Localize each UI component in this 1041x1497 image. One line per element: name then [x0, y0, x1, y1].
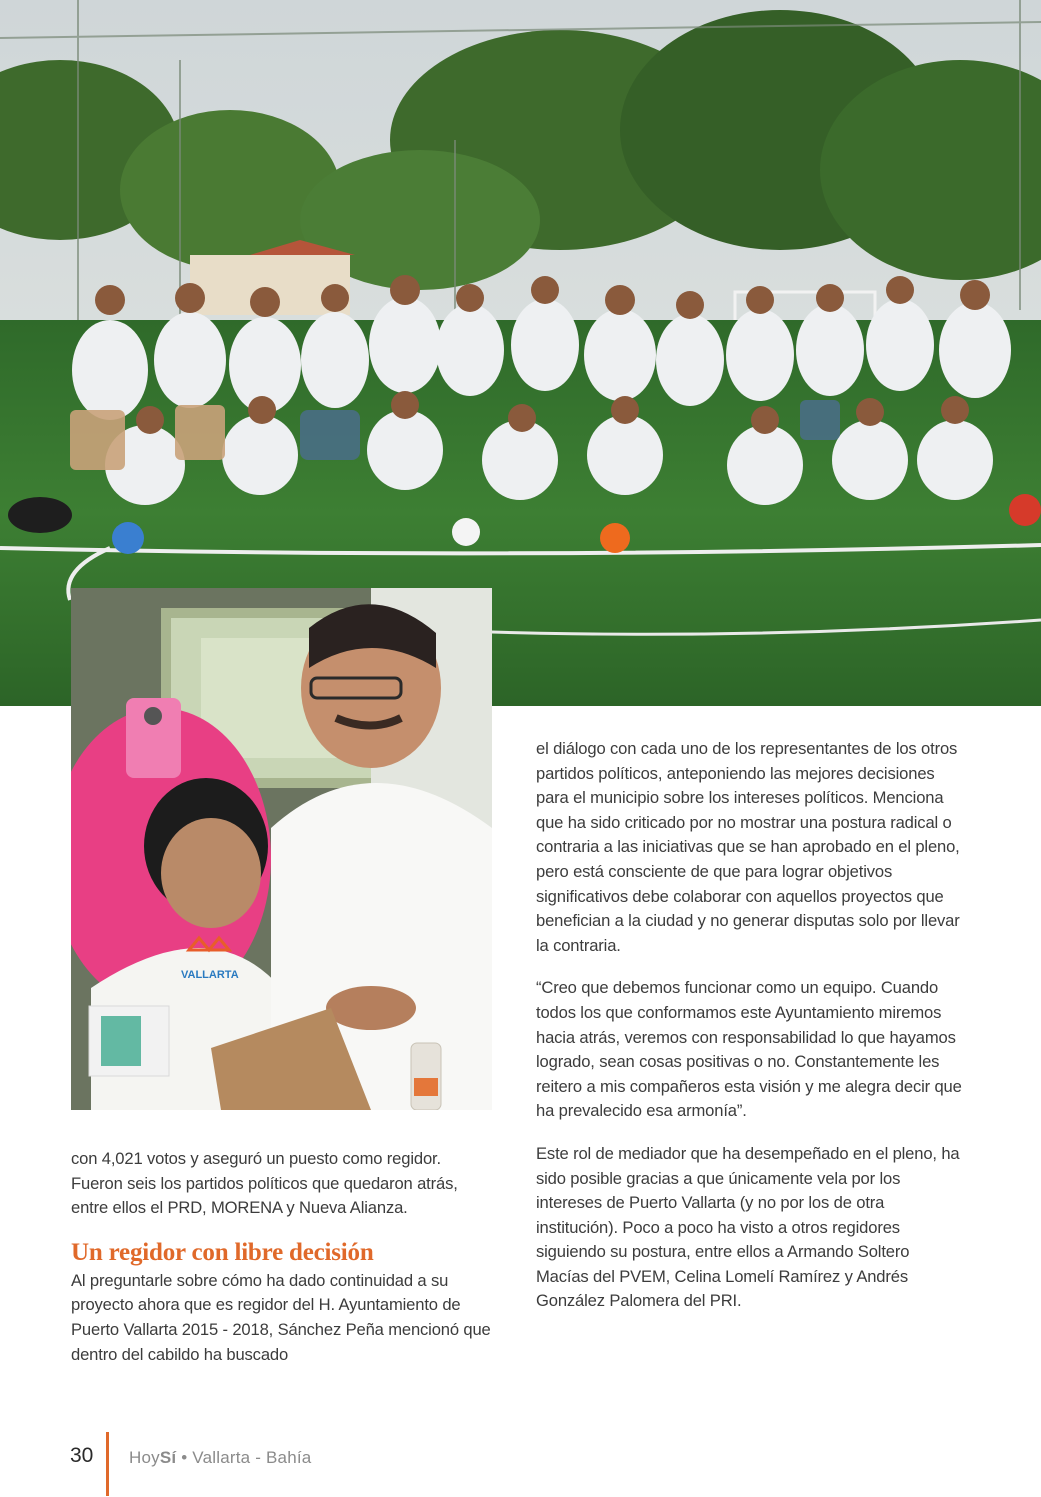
inset-photo-drawing	[71, 588, 492, 1110]
right-paragraph-1: el diálogo con cada uno de los representantes de los otros partidos políticos, anteponiendo las mejores decisiones para el municipio sobre los intereses políticos. Menciona que ha sido criticado por no mostrar una postura radical o contraria a las iniciativas que se han aprobado en el pleno, pero está consciente de que para lograr objetivos significativos debe colaborar con aquellos proyectos que benefician a la ciudad y no generar disputas solo por llevar la contraria.	[536, 739, 960, 955]
article-right-column	[536, 737, 966, 1332]
right-paragraph-3: Este rol de mediador que ha desempeñado en el pleno, ha sido posible gracias a que únicamente vela por los intereses de Puerto Vallarta (y no por los de otra institución). Poco a poco ha visto a otros regidores siguiendo su postura, entre ellos a Armando Soltero Macías del PVEM, Celina Lomelí Ramírez y Andrés González Palomera del PRI.	[536, 1143, 960, 1311]
article-left-column	[71, 1147, 496, 1385]
publication-name	[129, 1448, 311, 1468]
inset-photo-regidor	[71, 588, 492, 1110]
right-paragraph-quote: “Creo que debemos funcionar como un equipo. Cuando todos los que conformamos este Ayuntamiento miremos hacia atrás, veremos con responsabilidad lo que hayamos logrado, sean cosas positivas o no. Constantemente les reitero a mis compañeros esta visión y me alegra decir que ha prevalecido esa armonía”.	[536, 978, 962, 1121]
publication-name-section: • Vallarta - Bahía	[176, 1448, 312, 1467]
publication-name-si: Sí	[159, 1448, 177, 1467]
publication-name-hoy: Hoy	[129, 1448, 160, 1467]
page-number: 30	[70, 1444, 94, 1467]
section-title: Un regidor con libre decisión	[71, 1238, 374, 1266]
vallarta-logo-text: VALLARTA	[181, 969, 239, 981]
left-paragraph-1: con 4,021 votos y aseguró un puesto como regidor. Fueron seis los partidos políticos que quedaron atrás, entre ellos el PRD, MORENA y Nueva Alianza.	[71, 1149, 458, 1218]
section-body-paragraph: Al preguntarle sobre cómo ha dado continuidad a su proyecto ahora que es regidor del H. Ayuntamiento de Puerto Vallarta 2015 - 2018, Sánchez Peña mencionó que dentro del cabildo ha buscado	[71, 1270, 491, 1364]
footer-divider	[106, 1432, 109, 1496]
